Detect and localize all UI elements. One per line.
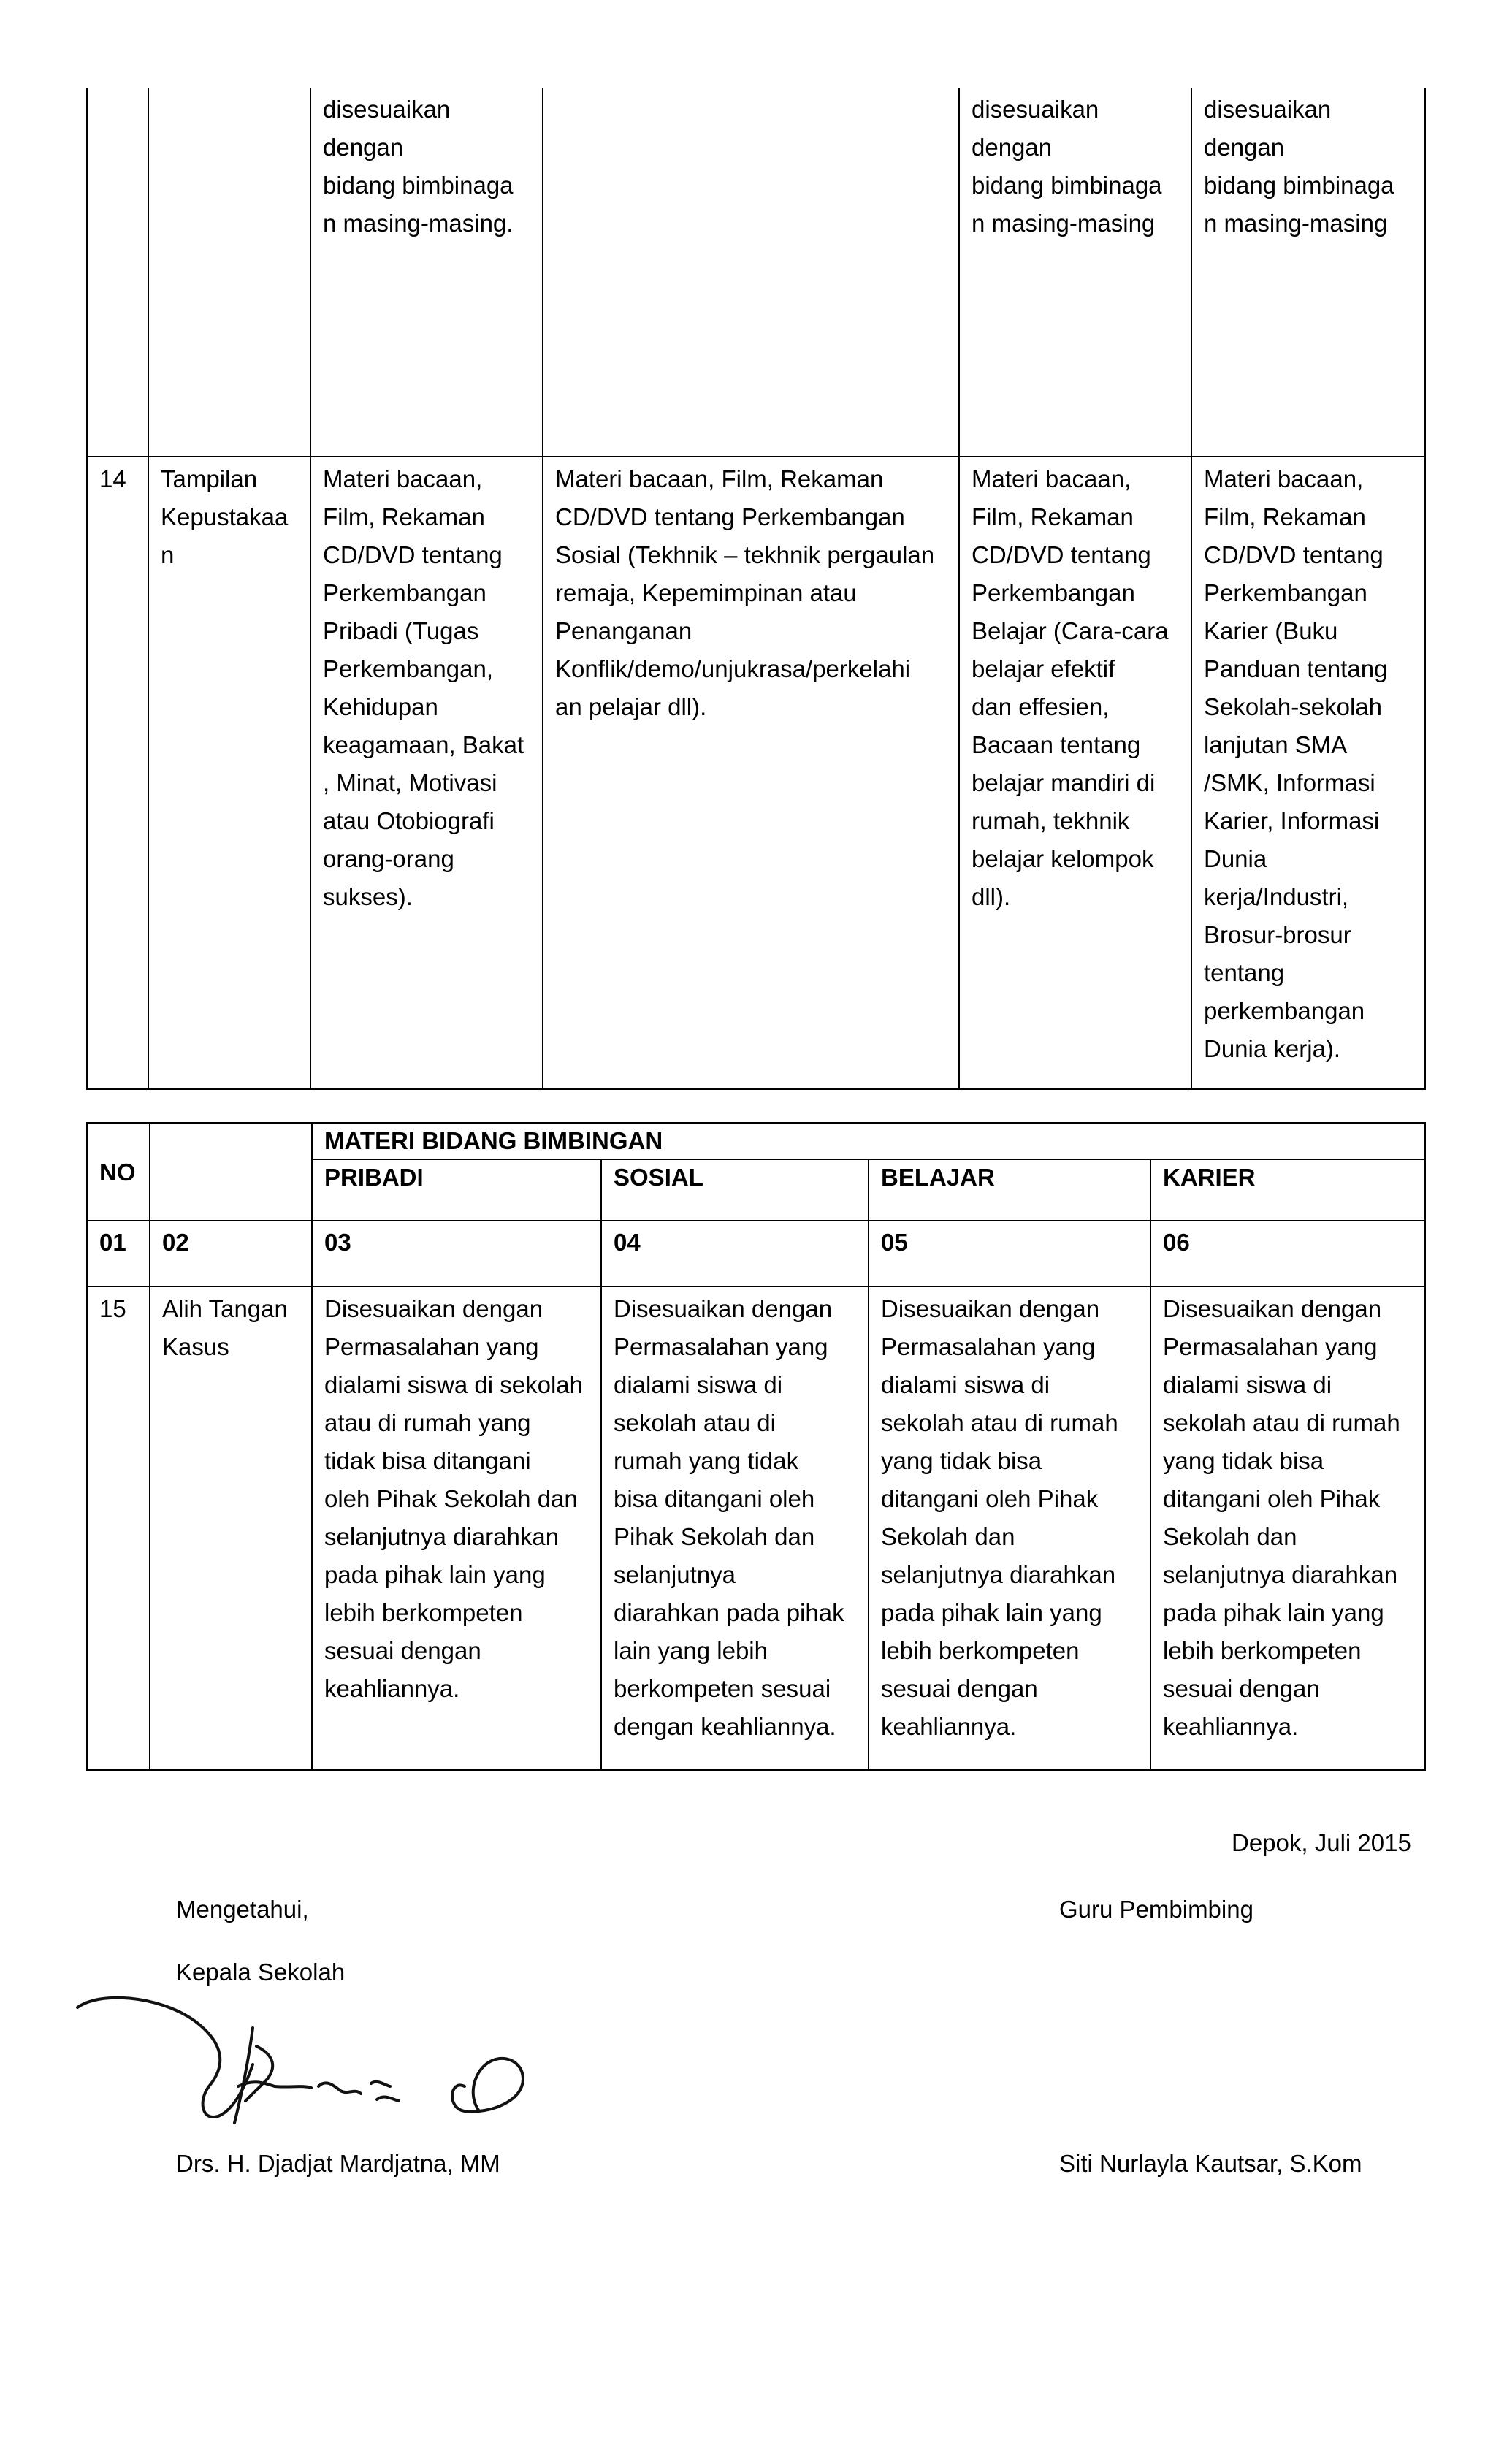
table-header-row bbox=[87, 1123, 1425, 1159]
header-belajar: BELAJAR bbox=[869, 1159, 1150, 1221]
cell-sosial: Materi bacaan, Film, Rekaman CD/DVD tentang Perkembangan Sosial (Tekhnik – tekhnik pergaulan remaja, Kepemimpinan atau Penanganan Konflik/demo/unjukrasa/perkelahi an pelajar dll). bbox=[543, 457, 959, 1089]
cell-karier: Disesuaikan dengan Permasalahan yang dialami siswa di sekolah atau di rumah yang tidak bisa ditangani oleh Pihak Sekolah dan selanjutnya diarahkan pada pihak lain yang lebih berkompeten sesuai dengan keahliannya. bbox=[1150, 1286, 1425, 1770]
cell-pribadi: Materi bacaan, Film, Rekaman CD/DVD tentang Perkembangan Pribadi (Tugas Perkembangan, Kehidupan keagamaan, Bakat , Minat, Motivasi atau Otobiografi orang-orang sukses). bbox=[310, 457, 543, 1089]
cell-belajar: disesuaikan dengan bidang bimbinaga n masing-masing bbox=[959, 88, 1191, 457]
header-sosial: SOSIAL bbox=[601, 1159, 869, 1221]
table-materi-bidang-bimbingan bbox=[86, 1122, 1426, 1771]
cell-no bbox=[87, 88, 148, 457]
cell-sosial bbox=[543, 88, 959, 457]
cell-pribadi: disesuaikan dengan bidang bimbinaga n masing-masing. bbox=[310, 88, 543, 457]
header-no: NO bbox=[87, 1123, 150, 1221]
table-row bbox=[87, 457, 1425, 1089]
cell-belajar: Disesuaikan dengan Permasalahan yang dialami siswa di sekolah atau di rumah yang tidak bisa ditangani oleh Pihak Sekolah dan selanjutnya diarahkan pada pihak lain yang lebih berkompeten sesuai dengan keahliannya. bbox=[869, 1286, 1150, 1770]
cell-karier: Materi bacaan, Film, Rekaman CD/DVD tentang Perkembangan Karier (Buku Panduan tentang Sekolah-sekolah lanjutan SMA /SMK, Informasi Karier, Informasi Dunia kerja/Industri, Brosur-brosur tentang perkembangan Dunia kerja). bbox=[1191, 457, 1425, 1089]
left-label: Mengetahui, bbox=[176, 1896, 309, 1923]
header-pribadi: PRIBADI bbox=[312, 1159, 601, 1221]
place-date: Depok, Juli 2015 bbox=[1232, 1829, 1411, 1856]
left-role: Kepala Sekolah bbox=[176, 1958, 346, 1986]
column-number: 02 bbox=[150, 1221, 312, 1286]
cell-no: 14 bbox=[87, 457, 148, 1089]
column-number: 01 bbox=[87, 1221, 150, 1286]
column-number: 03 bbox=[312, 1221, 601, 1286]
header-group: MATERI BIDANG BIMBINGAN bbox=[312, 1123, 1425, 1159]
table-continued bbox=[86, 88, 1426, 1090]
cell-name: Alih Tangan Kasus bbox=[150, 1286, 312, 1770]
header-karier: KARIER bbox=[1150, 1159, 1425, 1221]
column-number: 05 bbox=[869, 1221, 1150, 1286]
right-name: Siti Nurlayla Kautsar, S.Kom bbox=[1059, 2150, 1362, 2177]
cell-pribadi: Disesuaikan dengan Permasalahan yang dialami siswa di sekolah atau di rumah yang tidak bisa ditangani oleh Pihak Sekolah dan selanjutnya diarahkan pada pihak lain yang lebih berkompeten sesuai dengan keahliannya. bbox=[312, 1286, 601, 1770]
column-number-row bbox=[87, 1221, 1425, 1286]
column-number: 04 bbox=[601, 1221, 869, 1286]
cell-name bbox=[148, 88, 310, 457]
cell-sosial: Disesuaikan dengan Permasalahan yang dialami siswa di sekolah atau di rumah yang tidak bisa ditangani oleh Pihak Sekolah dan selanjutnya diarahkan pada pihak lain yang lebih berkompeten sesuai dengan keahliannya. bbox=[601, 1286, 869, 1770]
cell-name: Tampilan Kepustakaa n bbox=[148, 457, 310, 1089]
signature-image bbox=[70, 1977, 538, 2145]
cell-karier: disesuaikan dengan bidang bimbinaga n masing-masing bbox=[1191, 88, 1425, 457]
right-label: Guru Pembimbing bbox=[1059, 1896, 1253, 1923]
table-row bbox=[87, 1286, 1425, 1770]
cell-belajar: Materi bacaan, Film, Rekaman CD/DVD tentang Perkembangan Belajar (Cara-cara belajar efektif dan effesien, Bacaan tentang belajar mandiri di rumah, tekhnik belajar kelompok dll). bbox=[959, 457, 1191, 1089]
column-number: 06 bbox=[1150, 1221, 1425, 1286]
cell-no: 15 bbox=[87, 1286, 150, 1770]
left-name: Drs. H. Djadjat Mardjatna, MM bbox=[176, 2150, 500, 2177]
table-row bbox=[87, 88, 1425, 457]
header-empty bbox=[150, 1123, 312, 1221]
